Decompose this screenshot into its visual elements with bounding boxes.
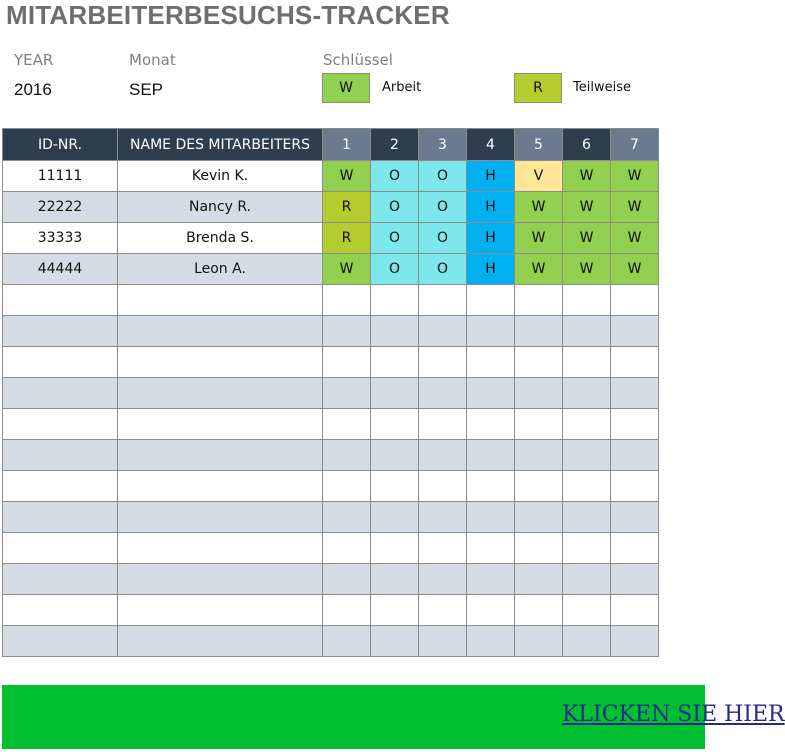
table-row [3, 595, 659, 626]
day-cell[interactable]: R [323, 223, 371, 254]
employee-name-cell[interactable] [118, 440, 323, 471]
day-cell[interactable]: O [419, 223, 467, 254]
employee-name-cell[interactable] [118, 533, 323, 564]
day-cell[interactable] [419, 502, 467, 533]
day-cell[interactable]: O [419, 161, 467, 192]
day-cell[interactable] [467, 471, 515, 502]
employee-id-cell[interactable] [3, 409, 118, 440]
day-cell[interactable] [371, 471, 419, 502]
employee-name-cell[interactable] [118, 347, 323, 378]
day-cell[interactable] [467, 409, 515, 440]
page-title: MITARBEITERBESUCHS-TRACKER [6, 0, 450, 30]
day-cell[interactable] [419, 285, 467, 316]
day-cell[interactable] [611, 440, 659, 471]
employee-id-cell[interactable] [3, 378, 118, 409]
day-cell[interactable]: H [467, 223, 515, 254]
day-cell[interactable] [563, 409, 611, 440]
day-cell[interactable] [419, 440, 467, 471]
day-cell[interactable]: W [611, 192, 659, 223]
day-cell[interactable] [467, 564, 515, 595]
day-cell[interactable] [611, 533, 659, 564]
day-cell[interactable] [563, 378, 611, 409]
click-here-link[interactable]: KLICKEN SIE HIER [562, 702, 785, 727]
employee-id-cell[interactable] [3, 626, 118, 657]
day-cell[interactable]: H [467, 161, 515, 192]
day-cell[interactable] [467, 440, 515, 471]
table-row [3, 254, 659, 285]
day-cell[interactable] [371, 533, 419, 564]
table-row [3, 347, 659, 378]
col-header-day-5[interactable]: 5 [515, 129, 563, 161]
day-cell[interactable] [563, 502, 611, 533]
footer-banner [2, 685, 785, 749]
day-cell[interactable] [563, 533, 611, 564]
day-cell[interactable] [467, 595, 515, 626]
day-cell[interactable] [611, 409, 659, 440]
table-row [3, 192, 659, 223]
employee-id-cell[interactable] [3, 440, 118, 471]
day-cell[interactable]: W [323, 254, 371, 285]
employee-name-cell[interactable] [118, 502, 323, 533]
day-cell[interactable] [371, 347, 419, 378]
attendance-table [2, 128, 659, 657]
col-header-name[interactable]: NAME DES MITARBEITERS [118, 129, 323, 161]
day-cell[interactable]: O [371, 192, 419, 223]
day-cell[interactable] [515, 409, 563, 440]
day-cell[interactable] [371, 564, 419, 595]
day-cell[interactable] [563, 440, 611, 471]
day-cell[interactable] [419, 533, 467, 564]
day-cell[interactable] [419, 564, 467, 595]
day-cell[interactable] [611, 471, 659, 502]
legend-work-code: W [322, 73, 370, 103]
col-header-day-6[interactable]: 6 [563, 129, 611, 161]
table-row [3, 409, 659, 440]
day-cell[interactable] [323, 285, 371, 316]
employee-id-cell[interactable]: 33333 [3, 223, 118, 254]
day-cell[interactable] [371, 409, 419, 440]
employee-id-cell[interactable]: 22222 [3, 192, 118, 223]
employee-name-cell[interactable] [118, 378, 323, 409]
day-cell[interactable]: W [611, 161, 659, 192]
day-cell[interactable] [515, 347, 563, 378]
employee-name-cell[interactable] [118, 626, 323, 657]
day-cell[interactable] [515, 564, 563, 595]
col-header-day-3[interactable]: 3 [419, 129, 467, 161]
legend-partial-code: R [514, 73, 562, 103]
employee-id-cell[interactable] [3, 316, 118, 347]
day-cell[interactable] [371, 502, 419, 533]
employee-id-cell[interactable] [3, 347, 118, 378]
legend-partial-text: Teilweise [573, 80, 631, 95]
employee-name-cell[interactable]: Leon A. [118, 254, 323, 285]
day-cell[interactable] [371, 595, 419, 626]
day-cell[interactable]: V [515, 161, 563, 192]
day-cell[interactable] [371, 440, 419, 471]
day-cell[interactable] [371, 378, 419, 409]
day-cell[interactable] [611, 285, 659, 316]
day-cell[interactable] [419, 626, 467, 657]
day-cell[interactable]: W [563, 254, 611, 285]
day-cell[interactable] [419, 347, 467, 378]
day-cell[interactable]: W [563, 161, 611, 192]
day-cell[interactable]: R [323, 192, 371, 223]
day-cell[interactable] [563, 316, 611, 347]
day-cell[interactable] [371, 316, 419, 347]
employee-id-cell[interactable]: 44444 [3, 254, 118, 285]
day-cell[interactable]: W [515, 192, 563, 223]
col-header-id[interactable]: ID-NR. [3, 129, 118, 161]
day-cell[interactable] [515, 471, 563, 502]
day-cell[interactable]: W [515, 223, 563, 254]
day-cell[interactable] [563, 471, 611, 502]
day-cell[interactable] [323, 347, 371, 378]
day-cell[interactable]: W [323, 161, 371, 192]
day-cell[interactable] [323, 378, 371, 409]
day-cell[interactable]: O [371, 254, 419, 285]
day-cell[interactable] [419, 316, 467, 347]
day-cell[interactable] [323, 533, 371, 564]
day-cell[interactable] [467, 378, 515, 409]
employee-id-cell[interactable] [3, 471, 118, 502]
table-row [3, 533, 659, 564]
day-cell[interactable] [611, 502, 659, 533]
day-cell[interactable] [611, 378, 659, 409]
day-cell[interactable]: W [611, 254, 659, 285]
day-cell[interactable] [515, 626, 563, 657]
employee-name-cell[interactable] [118, 595, 323, 626]
table-row [3, 161, 659, 192]
day-cell[interactable] [323, 564, 371, 595]
day-cell[interactable] [515, 595, 563, 626]
day-cell[interactable] [563, 347, 611, 378]
year-label: YEAR [14, 51, 54, 69]
day-cell[interactable]: O [371, 161, 419, 192]
employee-name-cell[interactable] [118, 316, 323, 347]
day-cell[interactable] [611, 626, 659, 657]
table-row [3, 378, 659, 409]
day-cell[interactable] [515, 440, 563, 471]
legend-work-text: Arbeit [382, 80, 422, 95]
employee-id-cell[interactable] [3, 564, 118, 595]
day-cell[interactable] [563, 626, 611, 657]
year-value[interactable]: 2016 [14, 80, 52, 99]
day-cell[interactable] [515, 378, 563, 409]
table-row [3, 502, 659, 533]
day-cell[interactable] [515, 285, 563, 316]
day-cell[interactable] [419, 409, 467, 440]
day-cell[interactable] [323, 316, 371, 347]
day-cell[interactable]: O [419, 192, 467, 223]
day-cell[interactable] [467, 285, 515, 316]
day-cell[interactable]: W [563, 192, 611, 223]
table-row [3, 316, 659, 347]
day-cell[interactable] [515, 502, 563, 533]
employee-name-cell[interactable]: Nancy R. [118, 192, 323, 223]
day-cell[interactable] [371, 285, 419, 316]
day-cell[interactable] [611, 316, 659, 347]
col-header-day-1[interactable]: 1 [323, 129, 371, 161]
key-label: Schlüssel [323, 51, 393, 69]
day-cell[interactable] [467, 626, 515, 657]
day-cell[interactable] [611, 564, 659, 595]
table-row [3, 564, 659, 595]
day-cell[interactable] [611, 595, 659, 626]
day-cell[interactable] [323, 409, 371, 440]
day-cell[interactable] [419, 378, 467, 409]
month-value[interactable]: SEP [129, 80, 164, 99]
day-cell[interactable]: O [419, 254, 467, 285]
day-cell[interactable] [563, 595, 611, 626]
employee-name-cell[interactable] [118, 285, 323, 316]
col-header-day-4[interactable]: 4 [467, 129, 515, 161]
day-cell[interactable]: O [371, 223, 419, 254]
employee-name-cell[interactable] [118, 564, 323, 595]
table-row [3, 440, 659, 471]
day-cell[interactable] [467, 533, 515, 564]
day-cell[interactable] [323, 471, 371, 502]
day-cell[interactable] [515, 533, 563, 564]
employee-id-cell[interactable] [3, 595, 118, 626]
table-row [3, 471, 659, 502]
table-header-row [3, 129, 659, 161]
day-cell[interactable] [323, 502, 371, 533]
table-row [3, 626, 659, 657]
col-header-day-7[interactable]: 7 [611, 129, 659, 161]
employee-id-cell[interactable] [3, 533, 118, 564]
day-cell[interactable]: W [563, 223, 611, 254]
employee-id-cell[interactable]: 11111 [3, 161, 118, 192]
day-cell[interactable] [323, 440, 371, 471]
day-cell[interactable] [563, 285, 611, 316]
day-cell[interactable] [419, 595, 467, 626]
day-cell[interactable] [323, 626, 371, 657]
day-cell[interactable] [467, 316, 515, 347]
table-row [3, 285, 659, 316]
employee-name-cell[interactable]: Brenda S. [118, 223, 323, 254]
employee-name-cell[interactable] [118, 471, 323, 502]
day-cell[interactable] [467, 347, 515, 378]
day-cell[interactable] [611, 347, 659, 378]
employee-id-cell[interactable] [3, 502, 118, 533]
month-label: Monat [129, 51, 176, 69]
col-header-day-2[interactable]: 2 [371, 129, 419, 161]
employee-name-cell[interactable]: Kevin K. [118, 161, 323, 192]
day-cell[interactable]: W [515, 254, 563, 285]
day-cell[interactable] [419, 471, 467, 502]
day-cell[interactable] [371, 626, 419, 657]
day-cell[interactable]: H [467, 192, 515, 223]
day-cell[interactable] [515, 316, 563, 347]
table-row [3, 223, 659, 254]
day-cell[interactable]: H [467, 254, 515, 285]
day-cell[interactable] [563, 564, 611, 595]
day-cell[interactable] [467, 502, 515, 533]
day-cell[interactable]: W [611, 223, 659, 254]
employee-id-cell[interactable] [3, 285, 118, 316]
day-cell[interactable] [323, 595, 371, 626]
employee-name-cell[interactable] [118, 409, 323, 440]
